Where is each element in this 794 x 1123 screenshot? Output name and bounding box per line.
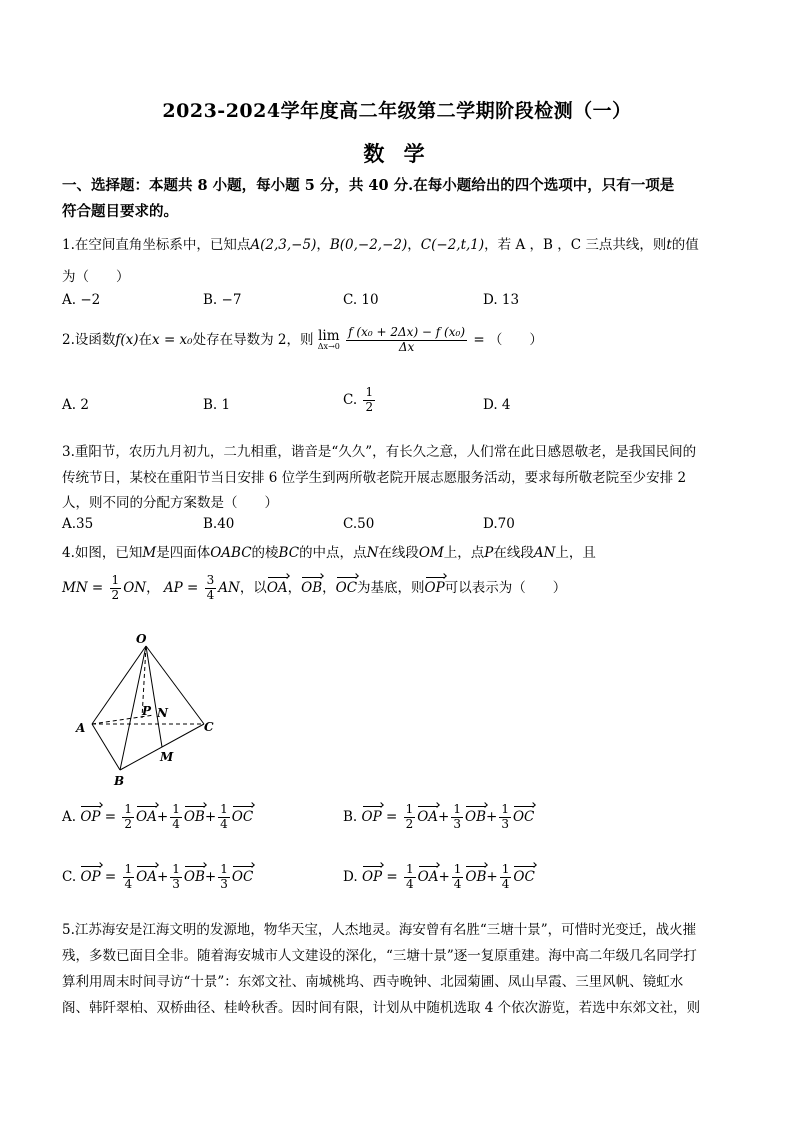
section-heading-line1: 一、选择题：本题共 8 小题，每小题 5 分，共 40 分.在每小题给出的四个选项中，只有一项是 [62,177,675,194]
q1-stem-line2: 为（ ） [62,269,130,285]
q1-stem-line1: 1.在空间直角坐标系中，已知点A(2,3,−5)，B(0,−2,−2)，C(−2,t,1)，若 A ，B ，C 三点共线，则t的值 [62,237,699,253]
q3-stem-line3: 人，则不同的分配方案数是（ ） [62,495,278,511]
point-c: C(−2,t,1) [420,237,485,253]
q5-stem-line3: 算利用周末时间寻访“十景”：东郊文社、南城桃坞、西寺晚钟、北园菊圃、凤山早霞、三里风帆、镜虹水 [62,974,684,990]
label-N: N [157,706,168,720]
label-B: B [114,774,125,788]
label-O: O [136,632,147,646]
q4-option-c: C. OP = $\frac{1}{4}$ OA+ $\frac{1}{3}$ OB+ $\frac{1}{3}$ OC [62,862,254,891]
q4-stem-line2: MN = $\frac{1}{2}$ ON， AP = $\frac{3}{4}$ AN，以OA，OB，OC为基底，则OP可以表示为（ ） [62,573,567,602]
q3-option-a: A.35 [62,516,94,532]
label-A: A [76,721,86,735]
section-heading-line2: 符合题目要求的。 [62,203,178,220]
q2-option-c: C. $\frac{1}{2}$ [343,385,374,414]
exam-title: 2023-2024学年度高二年级第二学期阶段检测（一） [162,100,632,122]
point-b: B(0,−2,−2) [329,237,408,253]
label-C: C [204,720,214,734]
q2-stem: 2.设函数f(x)在x = x₀处存在导数为 2，则 lim Δx→0 $\frac{\text{f (x₀ + 2Δx) − f (x₀)}}{\Delta x}$ = （ ） [62,325,543,354]
tetrahedron-figure [70,630,230,790]
limit-operator: lim Δx→0 [317,327,340,352]
q1-option-a: A. −2 [62,292,101,308]
q5-stem-line2: 残，多数已面目全非。随着海安城市人文建设的深化，“三塘十景”逐一复原重建。海中高二年级几名同学打 [62,948,697,964]
q3-option-b: B.40 [203,516,235,532]
q4-option-b: B. OP = $\frac{1}{2}$ OA+ $\frac{1}{3}$ OB+ $\frac{1}{3}$ OC [343,802,535,831]
q3-option-c: C.50 [343,516,375,532]
label-P: P [142,704,152,718]
point-a: A(2,3,−5) [250,237,317,253]
segment-OM [146,646,162,747]
q5-stem-line1: 5.江苏海安是江海文明的发源地，物华天宝，人杰地灵。海安曾有名胜“三塘十景”，可惜时光变迁，战火摧 [62,922,697,938]
q2-option-b: B. 1 [203,397,231,413]
q4-option-a: A. OP = $\frac{1}{2}$ OA+ $\frac{1}{4}$ OB+ $\frac{1}{4}$ OC [62,802,254,831]
q2-option-d: D. 4 [483,397,511,413]
q3-stem-line1: 3.重阳节，农历九月初九，二九相重，谐音是“久久”，有长久之意，人们常在此日感恩敬老，是我国民间的 [62,444,697,460]
q4-option-d: D. OP = $\frac{1}{4}$ OA+ $\frac{1}{4}$ OB+ $\frac{1}{4}$ OC [343,862,535,891]
q3-stem-line2: 传统节日，某校在重阳节当日安排 6 位学生到两所敬老院开展志愿服务活动，要求每所敬老院至少安排 2 [62,470,687,486]
q2-option-a: A. 2 [62,397,89,413]
q1-option-c: C. 10 [343,292,379,308]
q5-stem-line4: 阁、韩阡翠柏、双桥曲径、桂岭秋香。因时间有限，计划从中随机选取 4 个依次游览，若选中东郊文社，则 [62,1000,701,1016]
subject-title: 数 学 [363,141,431,166]
edge-OC [146,646,204,724]
q4-stem-line1: 4.如图，已知M是四面体OABC的棱BC的中点，点N在线段OM上，点P在线段AN上，且 [62,545,596,561]
edge-AB [92,724,120,770]
q1-option-d: D. 13 [483,292,520,308]
q3-option-d: D.70 [483,516,515,532]
difference-quotient: $\frac{\text{f (x₀ + 2Δx) − f (x₀)}}{\Delta x}$ [348,325,466,354]
label-M: M [160,750,174,764]
q1-option-b: B. −7 [203,292,242,308]
